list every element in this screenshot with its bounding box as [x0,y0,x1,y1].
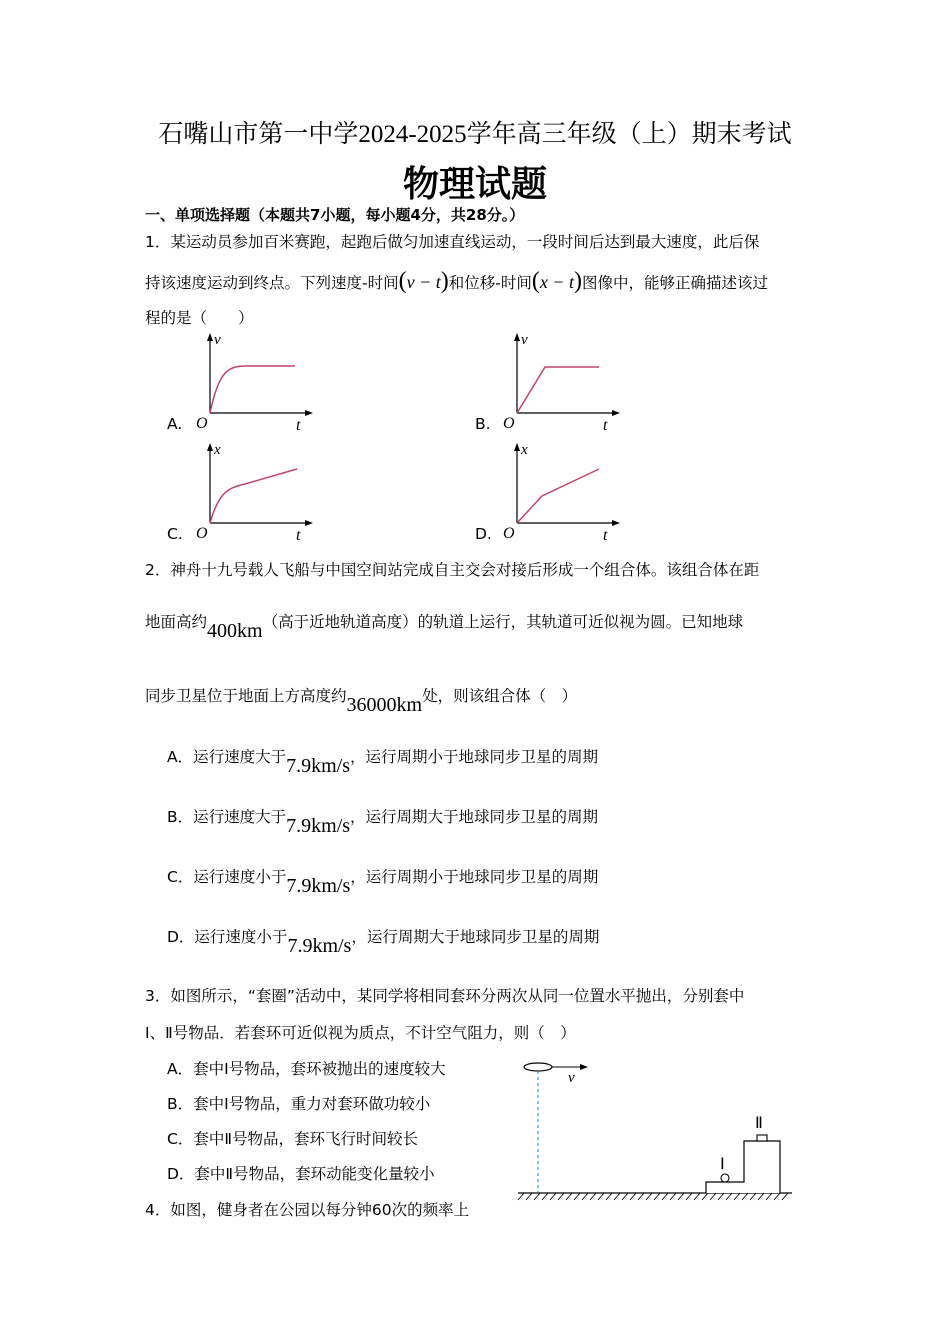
q2-line3-b: 处，则该组合体（ ） [422,687,578,705]
item-2-object [757,1135,767,1141]
ring [524,1063,552,1071]
graph-b [497,330,627,435]
q1-xt: x − t [539,272,574,292]
q2-line3-a: 同步卫星位于地面上方高度约 [145,687,347,705]
graph-d-origin: O [503,525,515,542]
graph-d [497,440,627,545]
item-1-object [721,1174,729,1182]
q2-option-c-text2: ，运行周期小于地球同步卫星的周期 [350,868,599,886]
q2-option-b-text1: B．运行速度大于 [167,808,287,826]
q2-option-c-text1: C．运行速度小于 [167,868,287,886]
graph-c [190,440,320,545]
q2-option-c-value: 7.9km/s [286,875,351,897]
graph-a-curve [210,366,295,413]
q2-option-a-text2: ，运行周期小于地球同步卫星的周期 [350,748,599,766]
graph-b-xlabel: t [603,417,608,434]
graph-d-curve [517,469,599,523]
q2-option-d-text2: ，运行周期大于地球同步卫星的周期 [351,928,600,946]
q3-line1: 3．如图所示，“套圈”活动中，某同学将相同套环分两次从同一位置水平抛出，分别套中 [145,987,745,1005]
q1-line2-a: 持该速度运动到终点。下列速度-时间 [145,274,399,292]
ring-toss-figure [510,1055,800,1205]
graph-d-label: D. [475,525,492,543]
graph-a-label: A. [167,415,183,433]
q1-vt: v − t [406,272,441,292]
section-heading: 一、单项选择题（本题共7小题，每小题4分，共28分。） [145,206,525,224]
q2-option-a-value: 7.9km/s [286,755,351,777]
q3-option-a: A．套中Ⅰ号物品，套环被抛出的速度较大 [167,1060,446,1078]
ground-hatching [518,1193,788,1200]
q2-line1: 2．神舟十九号载人飞船与中国空间站完成自主交会对接后形成一个组合体。该组合体在距 [145,561,760,579]
q2-line2-b: （高于近地轨道高度）的轨道上运行，其轨道可近似视为圆。已知地球 [262,613,744,631]
q2-option-c [167,865,599,897]
q2-height: 400km [207,620,263,642]
q3-line2: Ⅰ、Ⅱ号物品．若套环可近似视为质点，不计空气阻力，则（ ） [145,1024,576,1042]
graph-a [190,330,320,435]
exam-title: 石嘴山市第一中学2024-2025学年高三年级（上）期末考试 [158,121,792,148]
q2-option-b-text2: ，运行周期大于地球同步卫星的周期 [350,808,599,826]
graph-d-ylabel: x [521,442,528,458]
q1-line1: 1．某运动员参加百米赛跑，起跑后做匀加速直线运动，一段时间后达到最大速度，此后保 [145,233,760,251]
graph-c-label: C. [167,525,183,543]
item-2-label: Ⅱ [755,1115,763,1132]
graph-d-xlabel: t [603,527,608,544]
graph-b-ylabel: v [521,332,528,348]
graph-c-curve [210,469,297,523]
q2-option-a-text1: A．运行速度大于 [167,748,287,766]
q2-option-b [167,805,599,837]
q1-line3: 程的是（ ） [145,309,254,327]
q2-line3 [145,684,578,716]
q2-option-d-text1: D．运行速度小于 [167,928,288,946]
item-1-label: Ⅰ [720,1156,725,1173]
q1-line2-b: 和位移-时间 [448,274,532,292]
graph-c-ylabel: x [214,442,221,458]
q2-option-b-value: 7.9km/s [286,815,351,837]
graph-a-xlabel: t [296,417,301,434]
graph-c-origin: O [196,525,208,542]
graph-a-origin: O [196,415,208,432]
graph-b-origin: O [503,415,515,432]
q3-option-d: D．套中Ⅱ号物品，套环动能变化量较小 [167,1165,435,1183]
q1-line2: 持该速度运动到终点。下列速度-时间(v − t)和位移-时间(x − t)图像中，能够正确描述该过 [145,268,768,294]
q2-option-d-value: 7.9km/s [287,935,352,957]
q2-line2-a: 地面高约 [145,613,208,631]
exam-subtitle: 物理试题 [402,164,547,205]
graph-b-curve [517,367,599,413]
q2-option-a [167,745,599,777]
velocity-label: v [568,1070,575,1086]
q3-option-c: C．套中Ⅱ号物品，套环飞行时间较长 [167,1130,418,1148]
graph-b-label: B. [475,415,491,433]
q1-line2-c: 图像中，能够正确描述该过 [581,274,768,292]
graph-a-ylabel: v [214,332,221,348]
q2-line2 [145,610,744,642]
platform [706,1141,780,1193]
q3-option-b: B．套中Ⅰ号物品，重力对套环做功较小 [167,1095,431,1113]
q2-option-d [167,925,600,957]
graph-c-xlabel: t [296,527,301,544]
q2-sync-height: 36000km [346,694,423,716]
q4-line1: 4．如图，健身者在公园以每分钟60次的频率上 [145,1201,470,1219]
